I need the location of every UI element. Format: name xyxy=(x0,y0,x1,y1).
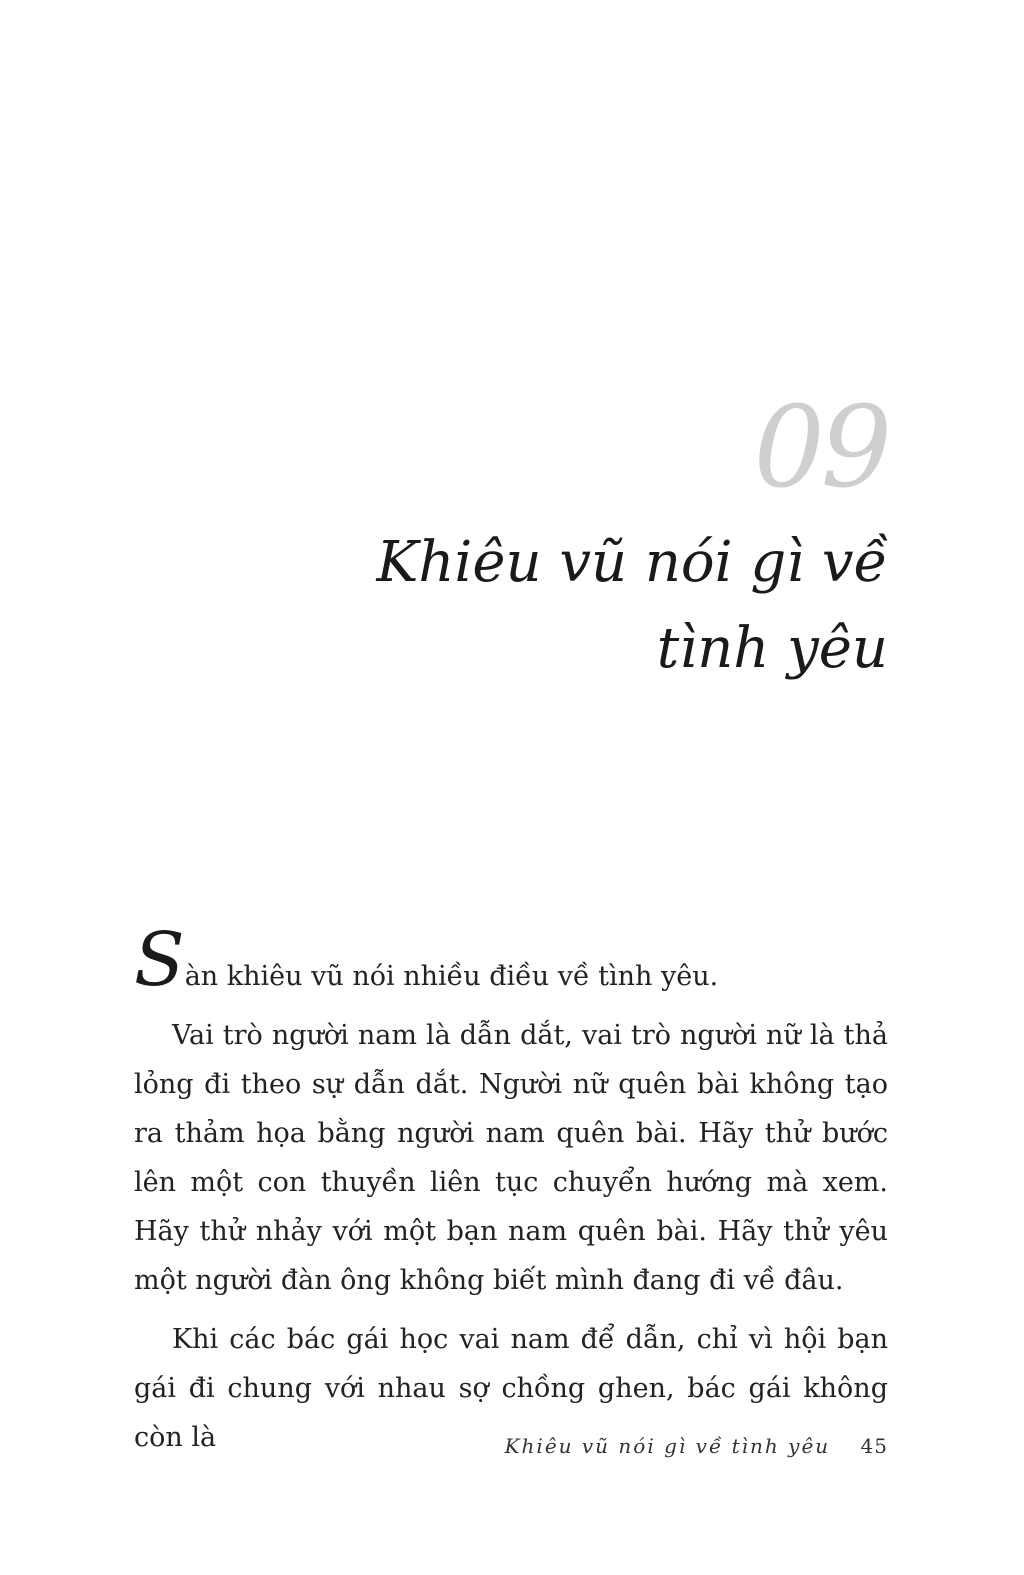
page-footer xyxy=(505,1432,888,1460)
first-paragraph-text: àn khiêu vũ nói nhiều điều về tình yêu. xyxy=(184,961,719,992)
paragraph: Vai trò người nam là dẫn dắt, vai trò người nữ là thả lỏng đi theo sự dẫn dắt. Người nữ quên bài không tạo ra thảm họa bằng người nam quên bài. Hãy thử bước lên một con thuyền liên tục chuyển hướng mà xem. Hãy thử nhảy với một bạn nam quên bài. Hãy thử yêu một người đàn ông không biết mình đang đi về đâu. xyxy=(134,1020,888,1296)
running-head: Khiêu vũ nói gì về tình yêu xyxy=(504,1434,831,1458)
chapter-number: 09 xyxy=(753,383,888,513)
page-number: 45 xyxy=(860,1434,888,1458)
first-paragraph xyxy=(134,917,888,1003)
chapter-title-line-1: Khiêu vũ nói gì về xyxy=(376,530,888,595)
drop-cap: S xyxy=(134,917,185,1003)
paragraph: Khi các bác gái học vai nam để dẫn, chỉ vì hội bạn gái đi chung với nhau sợ chồng ghen, bác gái không còn là xyxy=(134,1324,888,1453)
body-text xyxy=(134,917,888,1472)
chapter-title xyxy=(368,520,888,692)
chapter-title-line-2: tình yêu xyxy=(656,616,888,681)
